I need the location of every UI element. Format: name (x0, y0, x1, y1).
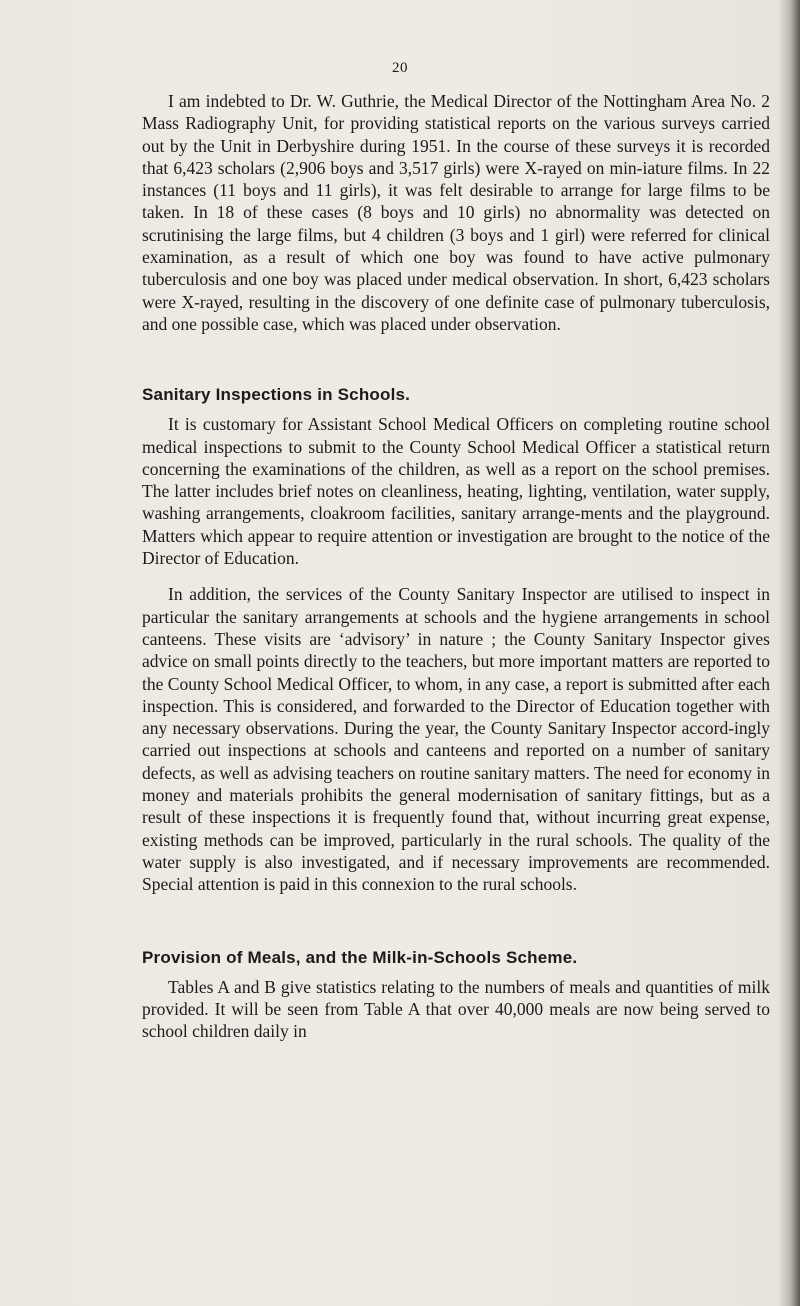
sanitary-paragraph-1: It is customary for Assistant School Medical Officers on completing routine school medical inspections to submit to the County School Medical Officer a statistical return concerning the examinations of the children, as well as a report on the school premises. The latter includes brief notes on cleanliness, heating, lighting, ventilation, water supply, washing arrangements, cloakroom facilities, sanitary arrange-ments and the playground. Matters which appear to require attention or investigation are brought to the notice of the Director of Education. (142, 414, 770, 569)
sanitary-paragraph-2: In addition, the services of the County Sanitary Inspector are utilised to inspect in particular the sanitary arrangements at schools and the hygiene arrangements in school canteens. These visits are ‘advisory’ in nature ; the County Sanitary Inspector gives advice on small points directly to the teachers, but more important matters are reported to the County School Medical Officer, to whom, in any case, a report is submitted after each inspection. This is considered, and forwarded to the Director of Education together with any necessary observations. During the year, the County Sanitary Inspector accord-ingly carried out inspections at schools and canteens and reported on a number of sanitary defects, as well as advising teachers on routine sanitary matters. The need for economy in money and materials prohibits the general modernisation of sanitary fittings, but as a result of these inspections it is frequently found that, without incurring great expense, existing methods can be improved, particularly in the rural schools. The quality of the water supply is also investigated, and if necessary improvements are recommended. Special attention is paid in this connexion to the rural schools. (142, 584, 770, 895)
page-number: 20 (392, 60, 408, 76)
text-column (142, 90, 770, 1042)
meals-milk-heading: Provision of Meals, and the Milk-in-Schools Scheme. (142, 947, 578, 967)
meals-paragraph-1: Tables A and B give statistics relating to the numbers of meals and quantities of milk provided. It will be seen from Table A that over 40,000 meals are now being served to school children daily in (142, 976, 770, 1042)
sanitary-inspections-heading: Sanitary Inspections in Schools. (142, 385, 411, 405)
radiography-paragraph: I am indebted to Dr. W. Guthrie, the Medical Director of the Nottingham Area No. 2 Mass Radiography Unit, for providing statistical reports on the various surveys carried out by the Unit in Derbyshire during 1951. In the course of these surveys it is recorded that 6,423 scholars (2,906 boys and 3,517 girls) were X-rayed on min-iature films. In 22 instances (11 boys and 11 girls), it was felt desirable to arrange for large films to be taken. In 18 of these cases (8 boys and 10 girls) no abnormality was detected on scrutinising the large films, but 4 children (3 boys and 1 girl) were referred for clinical examination, as a result of which one boy was found to have active pulmonary tuberculosis and one boy was placed under medical observation. In short, 6,423 scholars were X-rayed, resulting in the discovery of one definite case of pulmonary tuberculosis, and one possible case, which was placed under observation. (142, 91, 770, 334)
page-edge-shadow (778, 0, 800, 1306)
